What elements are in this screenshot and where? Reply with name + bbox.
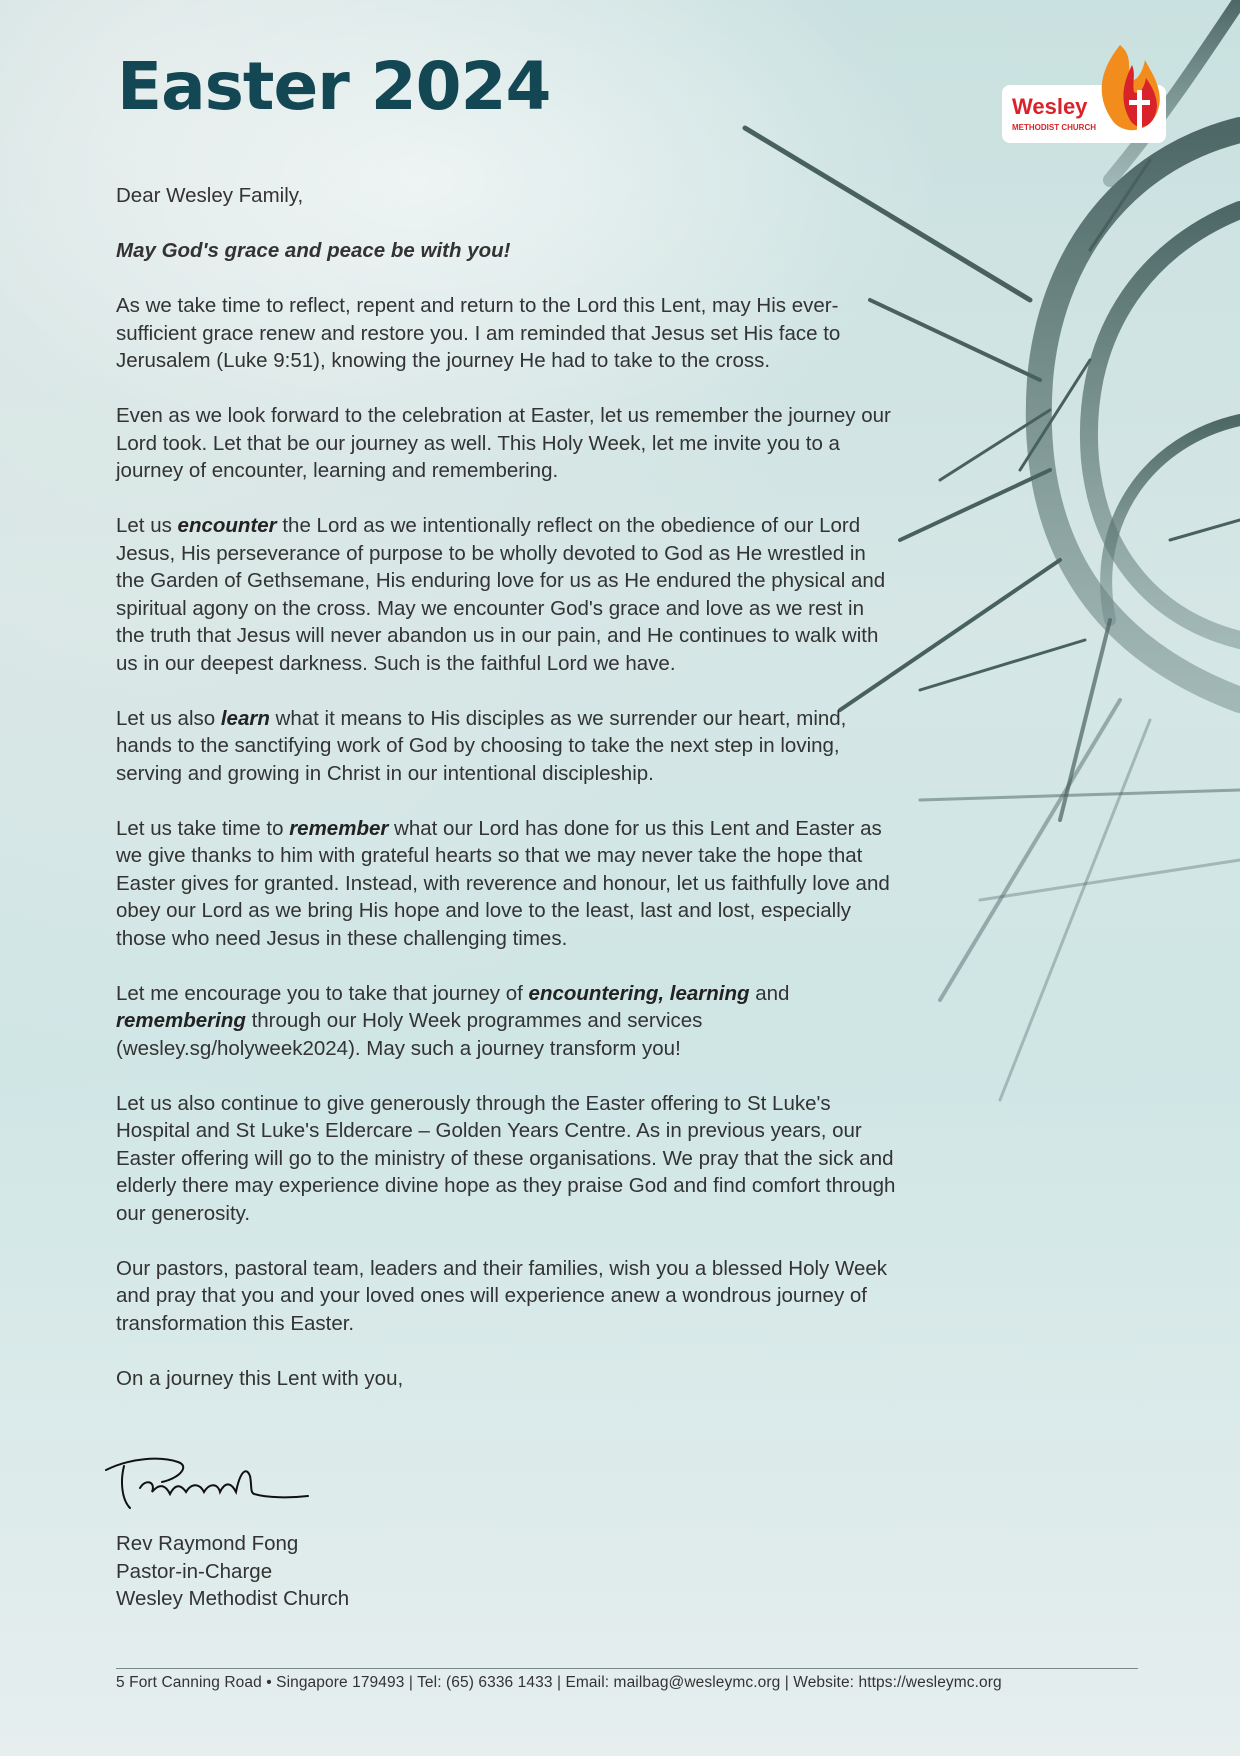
paragraph-6-lead: Let me encourage you to take that journey of <box>116 981 529 1005</box>
paragraph-2: Even as we look forward to the celebration at Easter, let us remember the journey our Lord took. Let that be our journey as well. This Holy Week, let me invite you to a journey of encounter, learning and remembering. <box>116 404 891 482</box>
emphasis-encounter: encounter <box>177 514 277 537</box>
paragraph-3-text: the Lord as we intentionally reflect on the obedience of our Lord Jesus, His perseverance of purpose to be wholly devoted to God as He wrestled in the Garden of Gethsemane, His enduring love for us as He endured the physical and spiritual agony on the cross. May we encounter God's grace and love as we rest in the truth that Jesus will never abandon us in our pain, and He continues to walk with us in our deepest darkness. Such is the faithful Lord we have. <box>116 514 886 675</box>
page-title: Easter 2024 <box>117 48 551 125</box>
paragraph-4-lead: Let us also <box>116 706 221 730</box>
greeting: Dear Wesley Family, <box>116 184 304 207</box>
paragraph-5-text: what our Lord has done for us this Lent and Easter as we give thanks to him with grateful hearts so that we may never take the hope that Easter gives for granted. Instead, with reverence and honour, let us faithfully love and obey our Lord as we bring His hope and love to the least, last and lost, especially those who need Jesus in these challenging times. <box>116 816 890 950</box>
signatory-name: Rev Raymond Fong <box>116 1532 299 1555</box>
paragraph-5-lead: Let us take time to <box>116 816 290 840</box>
paragraph-4-text: what it means to His disciples as we surrender our heart, mind, hands to the sanctifying work of God by choosing to take the next step in loving, serving and growing in Christ in our intentional discipleship. <box>116 706 847 785</box>
closing-line: On a journey this Lent with you, <box>116 1366 404 1390</box>
paragraph-3 <box>116 512 896 677</box>
emphasis-remembering: remembering <box>116 1009 246 1032</box>
paragraph-6 <box>116 980 896 1063</box>
logo-subtitle: METHODIST CHURCH <box>1012 123 1096 132</box>
paragraph-5 <box>116 815 896 953</box>
logo-wordmark: Wesley <box>1012 94 1088 119</box>
paragraph-1: As we take time to reflect, repent and return to the Lord this Lent, may His ever-sufficient grace renew and restore you. I am reminded that Jesus set His face to Jerusalem (Luke 9:51), knowing the journey He had to take to the cross. <box>116 294 841 372</box>
paragraph-7: Let us also continue to give generously through the Easter offering to St Luke's Hospital and St Luke's Eldercare – Golden Years Centre. As in previous years, our Easter offering will go to the ministry of these organisations. We pray that the sick and elderly there may experience divine hope as they praise God and find comfort through our generosity. <box>116 1091 896 1225</box>
letter-body <box>116 182 896 1420</box>
signatory-role: Pastor-in-Charge <box>116 1559 273 1583</box>
blessing: May God's grace and peace be with you! <box>116 239 511 262</box>
signatory-church: Wesley Methodist Church <box>116 1587 350 1610</box>
signoff-block <box>116 1530 349 1613</box>
paragraph-3-lead: Let us <box>116 514 178 537</box>
footer-contact: 5 Fort Canning Road • Singapore 179493 | Tel: (65) 6336 1433 | Email: mailbag@wesleymc.org | Website: https://wesleymc.org <box>116 1674 1002 1691</box>
signature-image <box>100 1452 310 1522</box>
paragraph-4 <box>116 705 896 788</box>
emphasis-remember: remember <box>289 816 389 840</box>
paragraph-6-text: through our Holy Week programmes and services (wesley.sg/holyweek2024). May such a journey transform you! <box>116 1009 703 1060</box>
emphasis-encountering-learning: encountering, learning <box>528 981 750 1005</box>
paragraph-6-and: and <box>749 981 790 1005</box>
footer-divider <box>116 1668 1138 1669</box>
paragraph-8: Our pastors, pastoral team, leaders and their families, wish you a blessed Holy Week and pray that you and your loved ones will experience anew a wondrous journey of transformation this Easter. <box>116 1256 888 1335</box>
emphasis-learn: learn <box>220 706 270 730</box>
wesley-logo <box>1000 40 1170 145</box>
